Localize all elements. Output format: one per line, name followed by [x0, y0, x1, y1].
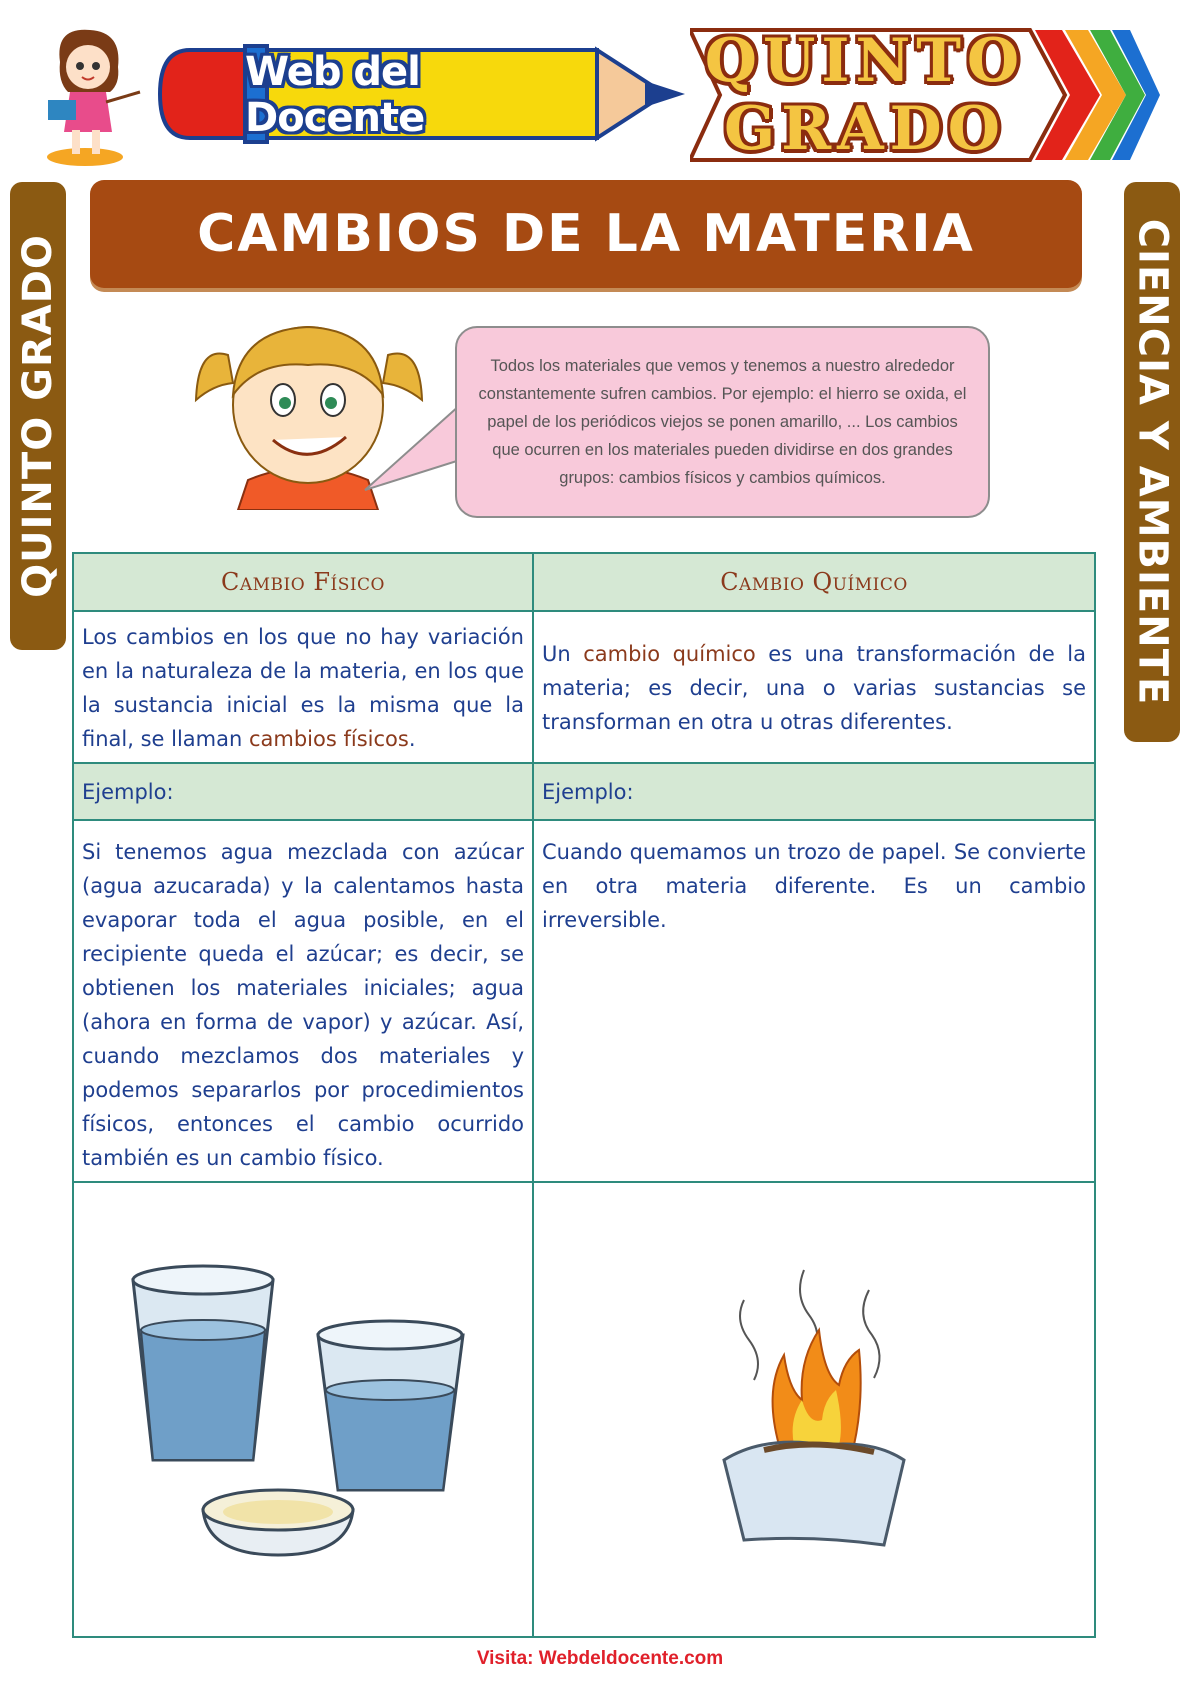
physical-definition-term: cambios físicos — [248, 727, 409, 751]
physical-definition-text: Los cambios en los que no hay variación en la naturaleza de la materia, en los que la sustancia inicial es la misma que la final, se llaman — [82, 625, 524, 751]
teacher-mascot-icon — [40, 22, 150, 172]
footer-visit-link[interactable]: Visita: Webdeldocente.com — [476, 1648, 724, 1669]
physical-example-label: Ejemplo: — [73, 763, 533, 820]
table-header-row — [73, 553, 1095, 611]
chemical-definition-term: cambio químico — [583, 642, 756, 666]
example-text-row — [73, 820, 1095, 1182]
physical-illustration-cell — [73, 1182, 533, 1637]
physical-example-text: Si tenemos agua mezclada con azúcar (agua azucarada) y la calentamos hasta evaporar toda el agua posible, en el recipiente queda el azúcar; es decir, se obtienen los materiales iniciales; agua (ahora en forma de vapor) y azúcar. Así, cuando mezclamos dos materiales y podemos separarlos por procedimientos físicos, entonces el cambio ocurrido también es un cambio físico. — [73, 820, 533, 1182]
intro-speech-bubble — [455, 326, 990, 518]
chemical-change-header: Cambio Químico — [533, 553, 1095, 611]
side-tab-grade — [10, 182, 66, 650]
burning-paper-icon — [684, 1260, 944, 1560]
physical-definition — [73, 611, 533, 763]
illustration-row — [73, 1182, 1095, 1637]
speech-bubble-tail — [360, 400, 470, 500]
chemical-illustration-cell — [533, 1182, 1095, 1637]
water-glasses-icon — [93, 1250, 513, 1570]
grade-title-line2: GRADO — [724, 94, 1006, 164]
physical-change-header: Cambio Físico — [73, 553, 533, 611]
side-tab-grade-label: QUINTO GRADO — [15, 234, 62, 598]
side-tab-subject — [1124, 182, 1180, 742]
chemical-example-label: Ejemplo: — [533, 763, 1095, 820]
example-label-row — [73, 763, 1095, 820]
chemical-definition — [533, 611, 1095, 763]
intro-text: Todos los materiales que vemos y tenemos a nuestro alrededor constantemente sufren cambios. Por ejemplo: el hierro se oxida, el papel de los periódicos viejos se ponen amarillo, ... Los cambios que ocurren en los materiales pueden dividirse en dos grandes grupos: cambios físicos y cambios químicos. — [478, 357, 967, 487]
definition-row — [73, 611, 1095, 763]
grade-title-line1: QUINTO — [704, 26, 1026, 96]
page-title: CAMBIOS DE LA MATERIA — [197, 204, 975, 264]
physical-definition-end: . — [408, 727, 416, 751]
side-tab-subject-label: CIENCIA Y AMBIENTE — [1129, 218, 1175, 706]
title-banner — [90, 180, 1082, 288]
brand-name: Web del Docente — [245, 49, 425, 141]
comparison-table — [72, 552, 1096, 1638]
chemical-definition-text: es una transformación de la materia; es decir, una o varias sustancias se transforman en otra u otras diferentes. — [542, 642, 1086, 734]
chemical-example-text: Cuando quemamos un trozo de papel. Se convierte en otra materia diferente. Es un cambio irreversible. — [533, 820, 1095, 1182]
chemical-definition-start: Un — [542, 642, 584, 666]
